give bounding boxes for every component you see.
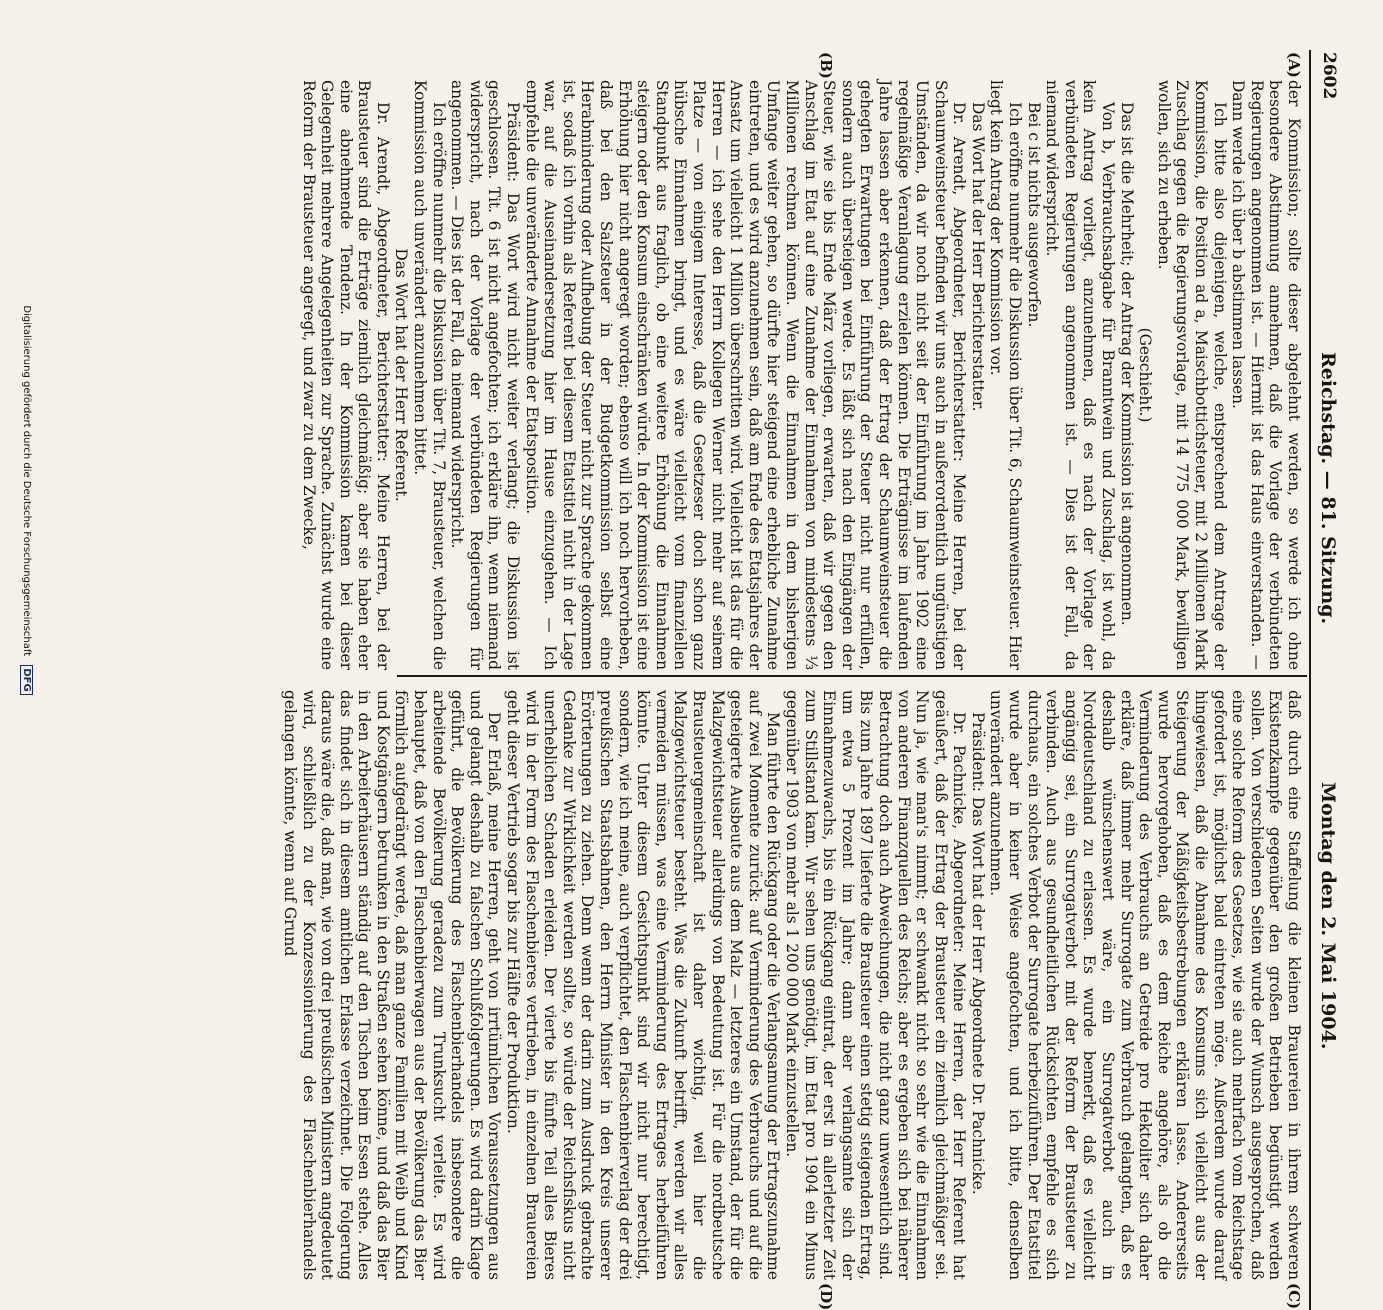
paragraph: (Geschieht.) (1136, 327, 1155, 423)
paragraph: Präsident: Das Wort wird nicht weiter verlangt; die Diskussion ist geschlossen. Tit. 6 ist nicht angefochten; ich erkläre ihn, wenn niemand widerspricht, nach der Vorlage der verbündeten Regierungen für angenommen. — Dies ist der Fall, da niemand widerspricht. (448, 80, 523, 670)
paragraph: der Kommission; sollte dieser abgelehnt werden, so werde ich ohne besondere Abstimmung annehmen, daß die Vorlage der verbündeten Regierungen angenommen ist. — Hiermit ist das Haus einverstanden. — Dann werde ich über b abstimmen lassen. (1229, 80, 1303, 670)
paragraph: Man führte den Rückgang oder die Verlangsamung der Ertragszunahme auf zwei Momente zurück: auf Verminderung des Verbrauchs und auf die gesteigerte Ausbeute aus dem Malz — letzteres ein Umstand, der für die Malzgewichtsteuer allerdings von Bedeutung ist. Für die nordbeutsche Brausteuergemeinschaft ist daher wichtig, weil hier die Malzgewichtsteuer besteht. Was die Zukunft betrifft, werden wir alles vermeiden müssen, was eine Verminderung des Ertrages herbeiführen könnte. Unter diesem Gesichtspunkt sind wir nicht nur berechtigt, sondern, wie ich meine, auch verpflichtet, den Flaschenbierverlag der drei preußischen Staatsbahnen, den Herrn Minister in den Kreis unserer Erörterungen zu ziehen. Denn wenn der darin zum Ausdruck gebrachte Gedanke zur Wirklichkeit werden sollte, so würde der Reichsfiskus nicht unerheblichen Schaden erleiden. Der vierte bis fünfte Teil alles Bieres wird in der Form des Flaschenbieres vertrieben, in einzelnen Brauereien geht dieser Vertrieb sogar bis zur Hälfte der Produktion. (504, 690, 783, 1280)
page-header (1313, 52, 1343, 1307)
paragraph: Der Erlaß, meine Herren, geht von irrtümlichen Voraussetzungen aus und gelangt deshalb zu falschen Schlußfolgerungen. Es wird darin Klage geführt, die Bevölkerung des Flaschenbierhandels insbesondere die arbeitende Bevölkerung geradezu zum Trunksucht verleite. Es wird behauptet, daß von den Flaschenbierwagen aus der Bevölkerung das Bier förmlich aufgedrängt werde, daß man ganze Familien mit Weib und Kind und Kostgängern betrunken in den Straßen sehen könne, und daß das Bier in den Arbeiterhäusern ständig auf den Tischen beim Essen stehe. Alles das findet sich in diesem amtlichen Erlasse verzeichnet. Die Folgerung daraus wäre die, daß man, wie von drei preußischen Ministern angedeutet wird, schließlich zu der Konzessionierung des Flaschenbierhandels gelangen könnte, wenn auf Grund (280, 690, 504, 1280)
header-rule (1309, 50, 1311, 1310)
dfg-logo-icon: DFG (20, 665, 33, 694)
margin-mark-a: (A) (1285, 52, 1303, 78)
credit-text: Digitalisierung gefördert durch die Deutsche Forschungsgemeinschaft (21, 305, 32, 657)
left-column (299, 80, 1303, 670)
paragraph: Ich eröffne nunmehr die Diskussion über Tit. 6, Schaumweinsteuer. Hier liegt kein Antrag der Kommission vor. (987, 80, 1025, 670)
paragraph: Ich eröffne nunmehr die Diskussion über Tit. 7, Brausteuer, welchen die Kommission auch unverändert anzunehmen bittet. (411, 80, 448, 670)
header-title: Reichstag. — 81. Sitzung. (1317, 352, 1339, 625)
header-date: Montag den 2. Mai 1904. (1317, 782, 1339, 1050)
paragraph: Dr. Arendt, Abgeordneter, Berichterstatter: Meine Herren, bei der Brausteuer sind die Erträge ziemlich gleichmäßig; aber sie haben eher eine abnehmende Tendenz. In der Kommission kamen bei dieser Gelegenheit mehrere Angelegenheiten zur Sprache. Zunächst wurde eine Reform der Brausteuer angeregt, und zwar zu dem Zwecke, (299, 80, 392, 670)
margin-mark-b: (B) (817, 52, 835, 79)
margin-mark-d: (D) (817, 1283, 835, 1310)
page-number: 2602 (1319, 52, 1339, 100)
column-divider (397, 675, 1307, 677)
paragraph: Präsident: Das Wort hat der Herr Abgeordnete Dr. Pachnicke. (968, 712, 987, 1195)
paragraph: Dr. Arendt, Abgeordneter, Berichterstatter: Meine Herren, bei der Schaumweinsteuer befinden wir uns auch in außerordentlich ungünstigen Umständen, da wir noch nicht seit der Einführung im Jahre 1902 eine regelmäßige Veranlagung erzielen können. Die Erträgnisse im laufenden Jahre lassen aber erkennen, daß der Ertrag der Schaumweinsteuer die gehegten Erwartungen bei Einführung der Steuer nicht nur erfüllen, sondern auch übersteigen werde. Es läßt sich nach den Eingängen der Steuer, wie sie bis Ende März vorliegen, erwarten, daß wir gegen den Anschlag im Etat auf eine Zunahme der Einnahmen von mindestens ⅓ Millionen rechnen können. Wenn die Einnahmen in dem bisherigen Umfange weiter gehen, so dürfte hier steigend eine erhebliche Zunahme eintreten, und es wird anzunehmen sein, daß am Ende des Etatsjahres der Ansatz um vielleicht 1 Million überschritten wird. Vielleicht ist das für die Herren — ich sehe den Herrn Kollegen Werner nicht mehr auf seinem Platze — von einigem Interesse, daß die Gesetzeser doch schon ganz hübsche Einnahmen bringt, und es wäre vielleicht vom finanziellen Standpunkt aus fraglich, ob eine weitere Erhöhung die Einnahmen steigern oder den Konsum einschränken würde. In der Kommission ist eine Erhöhung hier nicht angeregt worden; ebenso will ich noch hervorheben, daß bei den Salzsteuer in der Budgetkommission selbst eine Herabminderung oder Aufhebung der Steuer nicht zur Sprache gekommen ist, sodaß ich vorhin als Referent bei diesem Etatstitel nicht in der Lage war, auf die Auseinandersetzung hier im Hause einzugehen. — Ich empfehle die unveränderte Annahme der Etatsposition. (522, 80, 969, 670)
paragraph: Ich bitte also diejenigen, welche, entsprechend dem Antrage der Kommission, die Position ad a, Maischbottichsteuer, mit 2 Millionen Mark Zuschlag gegen die Regierungsvorlage, mit 14 775 000 Mark, bewilligen wollen, sich zu erheben. (1154, 80, 1229, 670)
right-column (280, 690, 1303, 1280)
paragraph: Von b, Verbrauchsabgabe für Branntwein und Zuschlag, ist wohl, da kein Antrag vorliegt, anzunehmen, daß es nach der Vorlage der verbündeten Regierungen angenommen ist. — Dies ist der Fall, da niemand widerspricht. (1043, 80, 1118, 670)
paragraph: Bei c ist nichts ausgeworfen. (1024, 102, 1043, 328)
paragraph: Das Wort hat der Herr Referent. (392, 248, 411, 502)
digitization-credit (20, 0, 33, 1000)
margin-mark-c: (C) (1285, 1283, 1303, 1310)
paragraph: Dr. Pachnicke, Abgeordneter: Meine Herren, der Herr Referent hat geäußert, daß der Ertrag der Brausteuer ein ziemlich gleichmäßiger sei. Nun ja, wie man's nimmt; er schwankt nicht so sehr wie die Einnahmen von anderen Finanzquellen des Reichs; aber es ergeben sich bei näherer Betrachtung doch auch Abweichungen, die nicht ganz unwesentlich sind. Bis zum Jahre 1897 lieferte die Brausteuer einen stetig steigenden Ertrag, um etwa 5 Prozent im Jahre; dann aber verlangsamte sich der Einnahmezuwachs, bis ein Rückgang eintrat, der erst in allerletzter Zeit zum Stillstand kam. Wir sehen uns genötigt, im Etat pro 1904 ein Minus gegenüber 1903 von mehr als 1 200 000 Mark einzustellen. (782, 690, 969, 1280)
paragraph: Das ist die Mehrheit; der Antrag der Kommission ist angenommen. (1117, 102, 1136, 626)
paragraph: daß durch eine Staffelung die kleinen Brauereien in ihrem schweren Existenzkampfe gegenüber den großen Betrieben begünstigt werden sollen. Von verschiedenen Seiten wurde der Wunsch ausgesprochen, daß eine solche Reform des Gesetzes, wie sie auch mehrfach vom Reichstage gefordert ist, möglichst bald eintreten möge. Außerdem wurde darauf hingewiesen, daß die Abnahme des Konsums sich vielleicht aus der Steigerung der Mäßigkeitsbestrebungen erklären lasse. Andererseits wurde hervorgehoben, daß es dem Reiche angehöre, als ob die Verminderung des Verbrauchs an Getreide pro Hektoliter sich daher erkläre, daß immer mehr Surrogate zum Verbrauch gelangten, daß es deshalb wünschenswert wäre, ein Surrogatverbot auch in Norddeutschland zu erlassen. Es wurde bemerkt, daß es vielleicht angängig sei, ein Surrogatverbot mit der Reform der Brausteuer zu verbinden. Auch aus gesundheitlichen Rücksichten empfehle es sich durchaus, ein solches Verbot der Surrogate herbeizuführen. Der Etatstitel wurde aber in keiner Weise angefochten, und ich bitte, denselben unverändert anzunehmen. (987, 690, 1303, 1280)
paragraph: Das Wort hat der Herr Berichterstatter. (968, 102, 987, 412)
